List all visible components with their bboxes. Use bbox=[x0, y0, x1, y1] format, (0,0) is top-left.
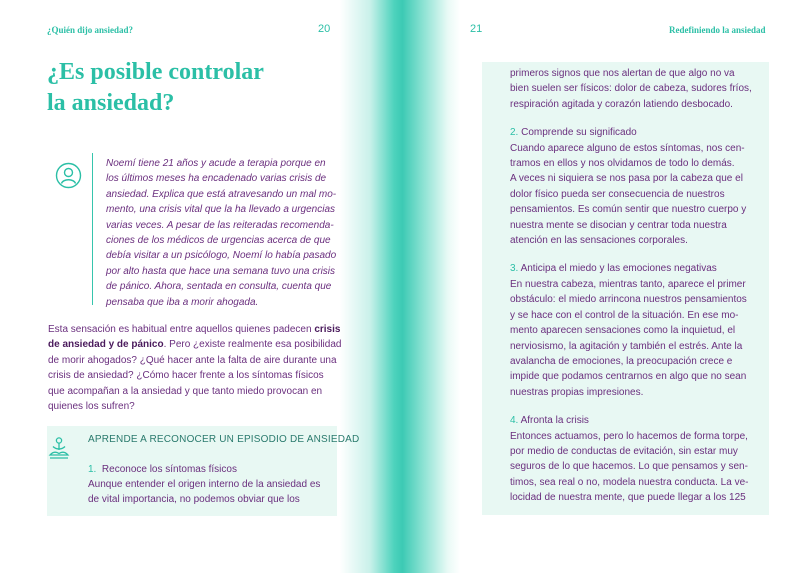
right-page-number: 21 bbox=[470, 23, 483, 35]
body-line bbox=[48, 337, 342, 352]
step-line: tramos en ellos y nos olvidamos de todo lo demás. bbox=[510, 158, 735, 170]
step-line: obstáculo: el miedo arrincona nuestros pensamientos bbox=[510, 294, 747, 306]
meditation-icon bbox=[47, 436, 71, 460]
step-number: 4. bbox=[510, 415, 519, 427]
step-line: timos, sea real o no, modela nuestra conducta. La ve- bbox=[510, 476, 749, 488]
quote-line: ciones de los médicos de urgencias acerca de que bbox=[106, 235, 331, 247]
step-number: 3. bbox=[510, 263, 519, 275]
step-line: Aunque entender el origen interno de la ansiedad es bbox=[88, 479, 321, 490]
step-line: primeros signos que nos alertan de que algo no va bbox=[510, 68, 735, 79]
step-line: por medio de conductas de evitación, sin estar muy bbox=[510, 445, 738, 457]
body-line: crisis de ansiedad? ¿Cómo hacer frente a los síntomas físicos bbox=[48, 370, 324, 382]
body-line: quienes los sufren? bbox=[48, 401, 135, 413]
step-line: dolor físico pueda ser consecuencia de nuestros bbox=[510, 188, 725, 200]
quote-line: varias veces. A pesar de las reiteradas recomenda- bbox=[106, 219, 334, 231]
tip-steps bbox=[510, 66, 758, 506]
step-line: bien suelen ser físicos: dolor de cabeza, sudores fríos, bbox=[510, 83, 752, 95]
body-text-segment: Esta sensación es habitual entre aquellos quienes padecen bbox=[48, 324, 315, 335]
step-line: seguros de lo que hacemos. Lo que pensamos y sen- bbox=[510, 461, 748, 473]
step-line: atención en las sensaciones corporales. bbox=[510, 235, 688, 247]
step-line: impide que podamos centrarnos en algo que no sean bbox=[510, 371, 747, 383]
step-line: pensamientos. Es común sentir que nuestro cuerpo y bbox=[510, 204, 747, 216]
quote-line: pensaba que iba a morir ahogada. bbox=[106, 296, 259, 308]
step-line: Cuando aparece alguno de estos síntomas, nos cen- bbox=[510, 142, 745, 154]
left-running-head: ¿Quién dijo ansiedad? bbox=[47, 25, 134, 35]
step-line: avalancha de emociones, la preocupación crece e bbox=[510, 355, 733, 367]
body-bold-segment: crisis bbox=[314, 324, 341, 335]
body-line: de morir ahogados? ¿Qué hacer ante la falta de aire durante una bbox=[48, 354, 337, 366]
step-line: de vital importancia, no podemos obviar que los bbox=[88, 494, 300, 506]
quote-line: ansiedad. Explica que está atravesando un mal mo- bbox=[106, 188, 337, 200]
quote-rule bbox=[92, 153, 93, 305]
body-line bbox=[48, 322, 341, 337]
body-line: que acompañan a la ansiedad y que tanto miedo provocan en bbox=[48, 385, 323, 397]
step-line: mento aparecen sensaciones como la inquietud, el bbox=[510, 325, 736, 337]
quote-line: de pánico. Ahora, sentada en consulta, cuenta que bbox=[106, 281, 332, 293]
body-bold-segment: de ansiedad y de pánico bbox=[48, 339, 164, 351]
title-line-1: ¿Es posible controlar bbox=[47, 59, 264, 85]
left-page-number: 20 bbox=[318, 23, 331, 35]
page-title bbox=[47, 57, 264, 119]
step-line: nuestras propias impresiones. bbox=[510, 386, 644, 398]
step-1-heading bbox=[88, 464, 237, 475]
quote-line: los últimos meses ha encadenado varias crisis de bbox=[106, 173, 327, 185]
quote-line: debía visitar a un psicólogo, Noemí lo había pasado bbox=[106, 250, 337, 262]
step-line: respiración agitada y corazón latiendo desbocado. bbox=[510, 98, 733, 110]
quote-line: por alto hasta que hace una semana tuvo una crisis bbox=[106, 265, 336, 277]
step-line: nuestra mente se disocian y centrar toda nuestra bbox=[510, 219, 727, 231]
step-title: Anticipa el miedo y las emociones negativas bbox=[520, 263, 717, 275]
step-title: Afronta la crisis bbox=[520, 415, 589, 427]
step-line: nerviosismo, la agitación y también el estrés. Ante la bbox=[510, 340, 743, 352]
step-number: 2. bbox=[510, 127, 519, 139]
title-line-2: la ansiedad? bbox=[47, 90, 175, 116]
case-quote bbox=[106, 156, 337, 310]
step-number: 1. bbox=[88, 464, 97, 475]
step-line: A veces ni siquiera se nos pasa por la cabeza que el bbox=[510, 173, 743, 185]
quote-line: mento, una crisis vital que la ha llevado a urgencias bbox=[106, 204, 336, 216]
step-line: En nuestra cabeza, mientras tanto, aparece el primer bbox=[510, 278, 746, 290]
book-gutter bbox=[340, 0, 460, 573]
step-2-heading bbox=[510, 125, 758, 140]
right-running-head: Redefiniendo la ansiedad bbox=[669, 25, 766, 35]
step-title: Comprende su significado bbox=[521, 127, 637, 139]
step-3-heading bbox=[510, 261, 758, 276]
step-4-heading bbox=[510, 413, 758, 428]
body-paragraph bbox=[48, 322, 342, 414]
step-title: Reconoce los síntomas físicos bbox=[101, 464, 237, 475]
step-1-text bbox=[88, 477, 320, 508]
person-circle-icon bbox=[55, 162, 82, 189]
step-line: locidad de nuestra mente, que puede llegar a los 125 bbox=[510, 492, 746, 504]
step-line: Entonces actuamos, pero lo hacemos de forma torpe, bbox=[510, 430, 748, 442]
quote-line: Noemí tiene 21 años y acude a terapia porque en bbox=[106, 158, 326, 169]
step-line: y se hace con el control de la situación. En ese mo- bbox=[510, 309, 739, 321]
tip-box-title: APRENDE A RECONOCER UN EPISODIO DE ANSIEDAD bbox=[88, 434, 360, 445]
body-text-segment: . Pero ¿existe realmente esa posibilidad bbox=[163, 339, 342, 351]
